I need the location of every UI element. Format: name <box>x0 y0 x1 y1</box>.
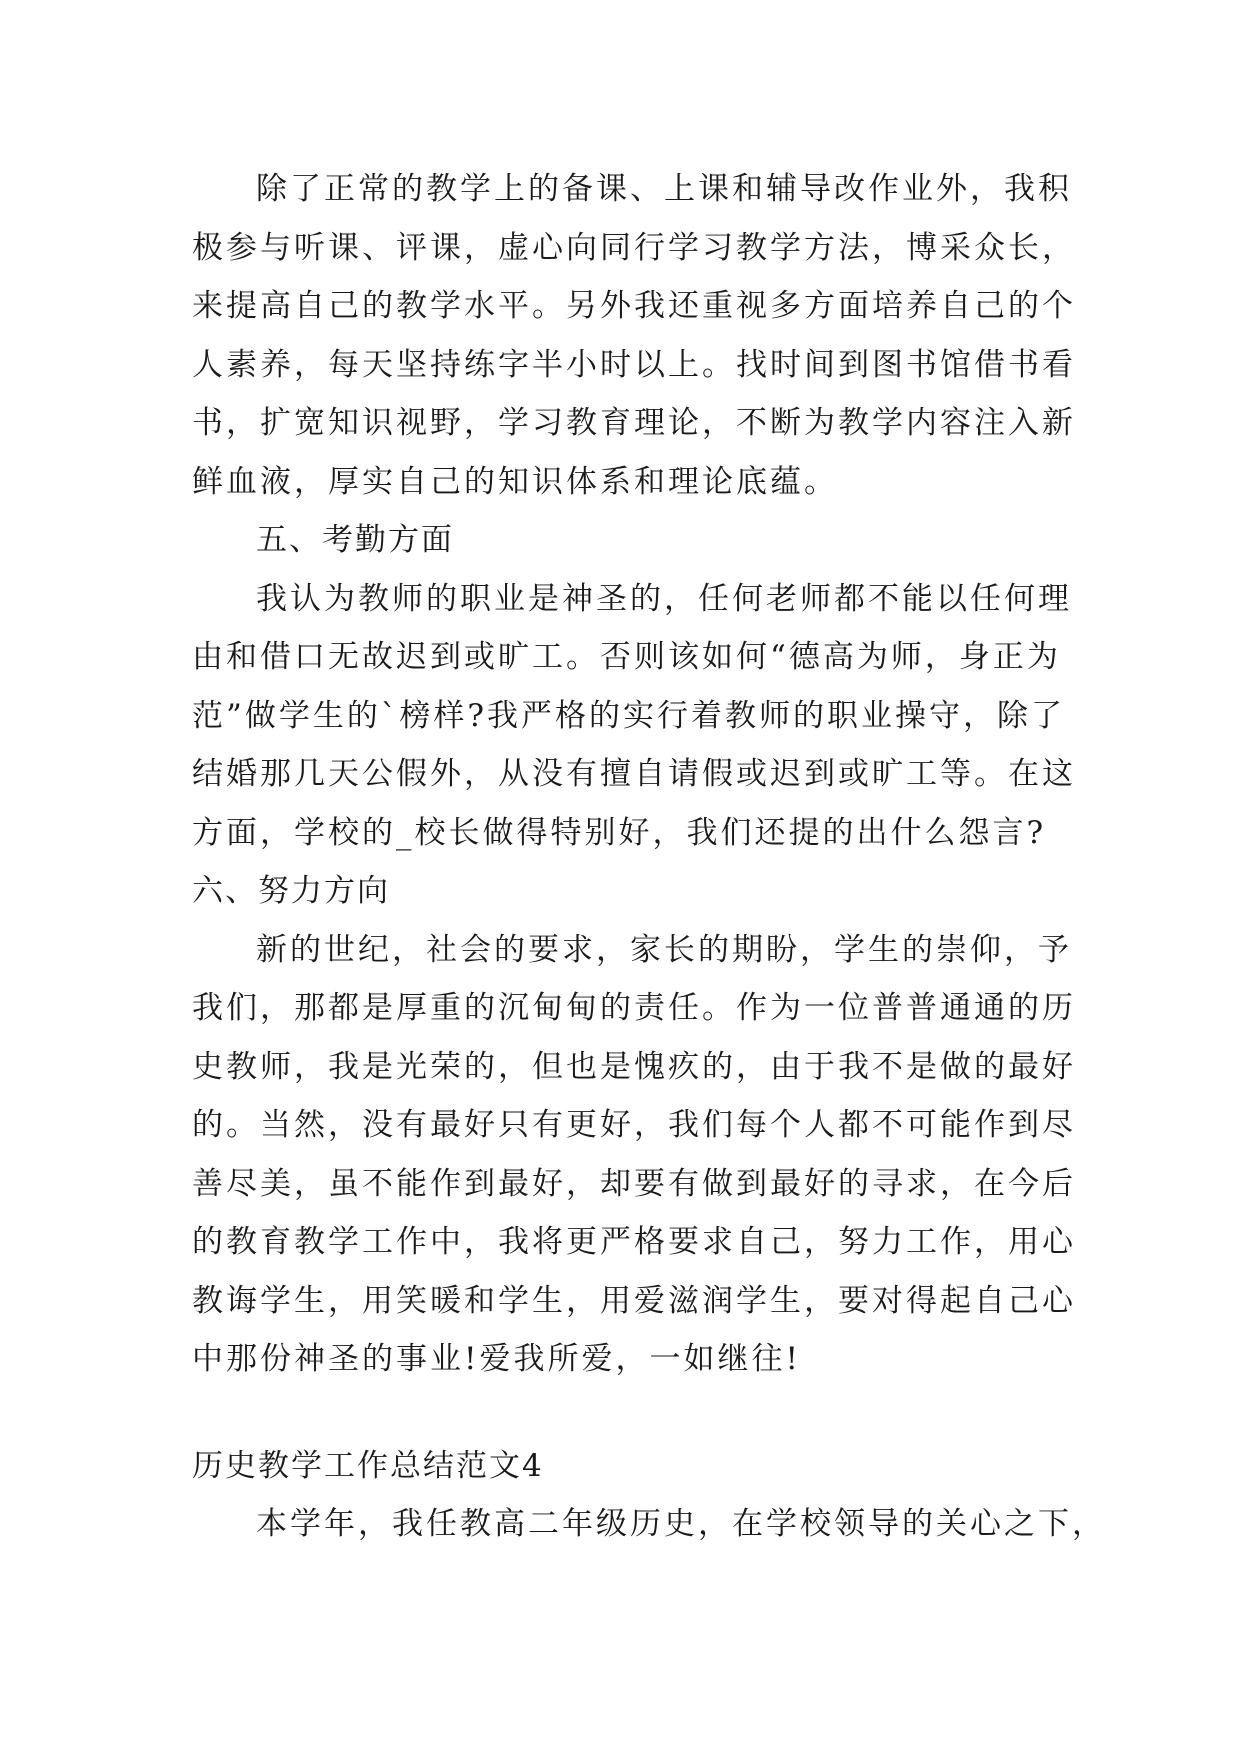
paragraph-line: 本学年，我任教高二年级历史，在学校领导的关心之下， <box>256 1506 1106 1542</box>
article-title: 历史教学工作总结范文4 <box>192 1447 544 1484</box>
paragraph-line: 我们，那都是厚重的沉甸甸的责任。作为一位普普通通的历 <box>192 990 1076 1026</box>
paragraph-line: 人素养，每天坚持练字半小时以上。找时间到图书馆借书看 <box>192 346 1076 383</box>
paragraph-line: 的。当然，没有最好只有更好，我们每个人都不可能作到尽 <box>192 1107 1076 1143</box>
paragraph-line: 鲜血液，厚实自己的知识体系和理论底蕴。 <box>192 463 838 500</box>
section-heading-direction: 六、努力方向 <box>192 873 390 909</box>
paragraph-line: 结婚那几天公假外，从没有擅自请假或迟到或旷工等。在这 <box>192 756 1076 792</box>
paragraph-line: 教诲学生，用笑暖和学生，用爱滋润学生，要对得起自己心 <box>192 1282 1076 1319</box>
paragraph-line: 书，扩宽知识视野，学习教育理论，不断为教学内容注入新 <box>192 405 1076 441</box>
paragraph-line: 的教育教学工作中，我将更严格要求自己，努力工作，用心 <box>192 1224 1076 1260</box>
section-heading-attendance: 五、考勤方面 <box>256 522 454 558</box>
paragraph-line: 来提高自己的教学水平。另外我还重视多方面培养自己的个 <box>192 288 1076 324</box>
paragraph-line: 善尽美，虽不能作到最好，却要有做到最好的寻求，在今后 <box>192 1165 1076 1202</box>
paragraph-line: 由和借口无故迟到或旷工。否则该如何“德高为师，身正为 <box>192 639 1061 675</box>
paragraph-line: 中那份神圣的事业!爱我所爱，一如继往! <box>192 1341 801 1377</box>
paragraph-line: 方面，学校的_校长做得特别好，我们还提的出什么怨言? <box>192 814 1047 851</box>
section-gap <box>192 1389 1072 1437</box>
paragraph-line: 史教师，我是光荣的，但也是愧疚的，由于我不是做的最好 <box>192 1048 1076 1085</box>
paragraph-line: 我认为教师的职业是神圣的，任何老师都不能以任何理 <box>256 580 1072 617</box>
paragraph-line: 范”做学生的`榜样?我严格的实行着教师的职业操守，除了 <box>192 697 1065 734</box>
paragraph-line: 极参与听课、评课，虚心向同行学习教学方法，博采众长， <box>192 229 1076 266</box>
document-body <box>192 160 1106 1554</box>
paragraph-line: 除了正常的教学上的备课、上课和辅导改作业外，我积 <box>256 171 1072 207</box>
paragraph-line: 新的世纪，社会的要求，家长的期盼，学生的崇仰，予 <box>256 931 1072 968</box>
